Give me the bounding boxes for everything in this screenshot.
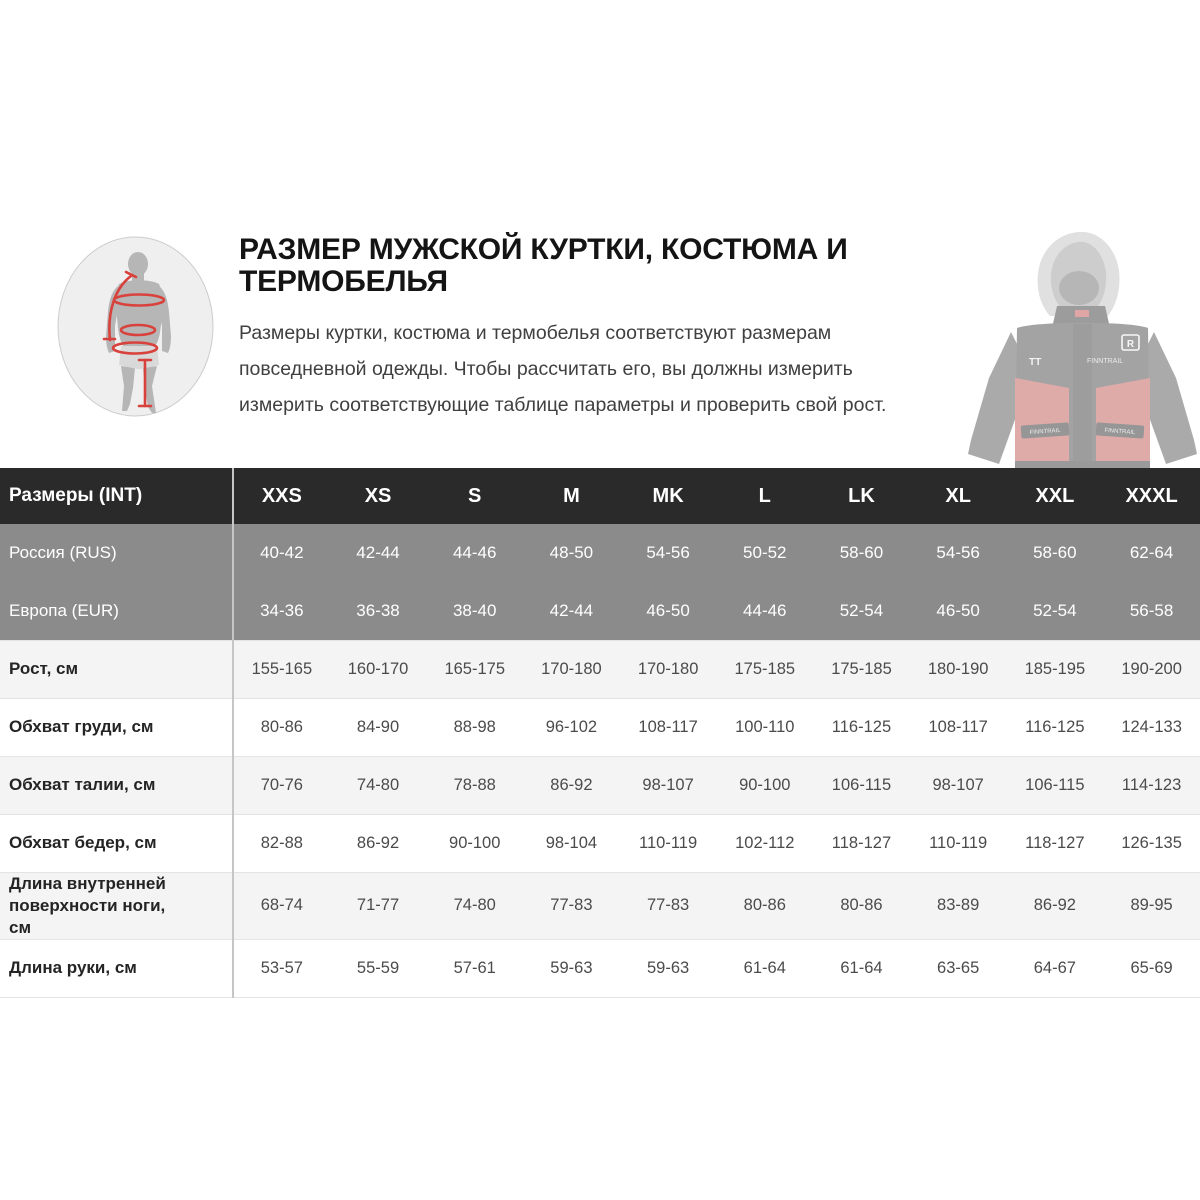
- size-value-cell: 52-54: [1007, 582, 1104, 640]
- size-value-cell: 84-90: [330, 698, 427, 756]
- region-row: [0, 582, 1200, 640]
- size-value-cell: 58-60: [813, 524, 910, 582]
- size-value-cell: 118-127: [813, 814, 910, 872]
- svg-text:FINNTRAIL: FINNTRAIL: [1087, 358, 1124, 365]
- size-value-cell: 108-117: [910, 698, 1007, 756]
- svg-text:TT: TT: [1029, 357, 1042, 368]
- svg-text:FINNTRAIL: FINNTRAIL: [1104, 427, 1136, 437]
- size-value-cell: 165-175: [426, 640, 523, 698]
- size-column-xxs: XXS: [233, 468, 330, 524]
- size-value-cell: 34-36: [233, 582, 330, 640]
- size-value-cell: 116-125: [813, 698, 910, 756]
- size-table-header-row: [0, 468, 1200, 524]
- size-column-lk: LK: [813, 468, 910, 524]
- size-value-cell: 68-74: [233, 872, 330, 939]
- size-value-cell: 90-100: [716, 756, 813, 814]
- page-title: РАЗМЕР МУЖСКОЙ КУРТКИ, КОСТЮМА И ТЕРМОБЕЛЬЯ: [239, 233, 848, 298]
- size-value-cell: 38-40: [426, 582, 523, 640]
- size-value-cell: 80-86: [813, 872, 910, 939]
- size-value-cell: 46-50: [910, 582, 1007, 640]
- intro-section: [0, 228, 1200, 470]
- size-value-cell: 80-86: [233, 698, 330, 756]
- size-value-cell: 88-98: [426, 698, 523, 756]
- size-value-cell: 90-100: [426, 814, 523, 872]
- size-value-cell: 124-133: [1103, 698, 1200, 756]
- svg-text:FINNTRAIL: FINNTRAIL: [1029, 427, 1061, 437]
- size-column-xxl: XXL: [1007, 468, 1104, 524]
- size-column-xs: XS: [330, 468, 427, 524]
- size-value-cell: 53-57: [233, 939, 330, 997]
- measure-row: [0, 698, 1200, 756]
- size-value-cell: 175-185: [813, 640, 910, 698]
- size-value-cell: 59-63: [523, 939, 620, 997]
- size-value-cell: 86-92: [330, 814, 427, 872]
- size-table-head: [0, 468, 1200, 524]
- row-label: Рост, см: [0, 640, 233, 698]
- size-value-cell: 56-58: [1103, 582, 1200, 640]
- size-value-cell: 44-46: [716, 582, 813, 640]
- size-value-cell: 48-50: [523, 524, 620, 582]
- size-value-cell: 64-67: [1007, 939, 1104, 997]
- size-value-cell: 44-46: [426, 524, 523, 582]
- row-label: Длина руки, см: [0, 939, 233, 997]
- size-value-cell: 71-77: [330, 872, 427, 939]
- jacket-image-svg: [965, 228, 1200, 470]
- row-label: Обхват талии, см: [0, 756, 233, 814]
- size-value-cell: 52-54: [813, 582, 910, 640]
- size-table: [0, 468, 1200, 998]
- size-column-l: L: [716, 468, 813, 524]
- size-value-cell: 126-135: [1103, 814, 1200, 872]
- size-value-cell: 160-170: [330, 640, 427, 698]
- size-value-cell: 74-80: [426, 872, 523, 939]
- size-value-cell: 180-190: [910, 640, 1007, 698]
- size-value-cell: 175-185: [716, 640, 813, 698]
- size-column-m: M: [523, 468, 620, 524]
- size-value-cell: 59-63: [620, 939, 717, 997]
- size-value-cell: 77-83: [523, 872, 620, 939]
- size-value-cell: 86-92: [1007, 872, 1104, 939]
- size-value-cell: 98-107: [620, 756, 717, 814]
- size-value-cell: 106-115: [1007, 756, 1104, 814]
- size-table-body: [0, 524, 1200, 997]
- row-label: Европа (EUR): [0, 582, 233, 640]
- size-value-cell: 170-180: [523, 640, 620, 698]
- size-value-cell: 100-110: [716, 698, 813, 756]
- size-value-cell: 63-65: [910, 939, 1007, 997]
- size-column-mk: MK: [620, 468, 717, 524]
- size-value-cell: 40-42: [233, 524, 330, 582]
- size-value-cell: 57-61: [426, 939, 523, 997]
- size-value-cell: 114-123: [1103, 756, 1200, 814]
- table-corner-label: Размеры (INT): [0, 468, 233, 524]
- size-value-cell: 36-38: [330, 582, 427, 640]
- size-value-cell: 108-117: [620, 698, 717, 756]
- size-column-xl: XL: [910, 468, 1007, 524]
- size-value-cell: 70-76: [233, 756, 330, 814]
- size-value-cell: 80-86: [716, 872, 813, 939]
- size-value-cell: 54-56: [910, 524, 1007, 582]
- size-value-cell: 62-64: [1103, 524, 1200, 582]
- body-measurement-icon-svg: [57, 236, 214, 417]
- page-description: Размеры куртки, костюма и термобелья соответствуют размерам повседневной одежды. Чтобы рассчитать его, вы должны измерить измерить соответствующие таблице параметры и проверить свой рост.: [239, 322, 887, 416]
- size-value-cell: 185-195: [1007, 640, 1104, 698]
- size-value-cell: 42-44: [523, 582, 620, 640]
- size-value-cell: 55-59: [330, 939, 427, 997]
- size-value-cell: 96-102: [523, 698, 620, 756]
- size-value-cell: 155-165: [233, 640, 330, 698]
- size-value-cell: 110-119: [910, 814, 1007, 872]
- size-value-cell: 98-107: [910, 756, 1007, 814]
- row-label: Обхват бедер, см: [0, 814, 233, 872]
- size-column-xxxl: XXXL: [1103, 468, 1200, 524]
- size-value-cell: 77-83: [620, 872, 717, 939]
- size-value-cell: 46-50: [620, 582, 717, 640]
- size-value-cell: 54-56: [620, 524, 717, 582]
- row-label: Россия (RUS): [0, 524, 233, 582]
- size-value-cell: 82-88: [233, 814, 330, 872]
- measure-row: [0, 939, 1200, 997]
- body-measurement-icon: [57, 236, 214, 417]
- size-value-cell: 83-89: [910, 872, 1007, 939]
- measure-row: [0, 640, 1200, 698]
- size-value-cell: 118-127: [1007, 814, 1104, 872]
- size-value-cell: 190-200: [1103, 640, 1200, 698]
- size-value-cell: 42-44: [330, 524, 427, 582]
- measure-row: [0, 814, 1200, 872]
- svg-text:R: R: [1126, 339, 1135, 350]
- size-value-cell: 74-80: [330, 756, 427, 814]
- size-value-cell: 50-52: [716, 524, 813, 582]
- size-value-cell: 89-95: [1103, 872, 1200, 939]
- size-value-cell: 116-125: [1007, 698, 1104, 756]
- region-row: [0, 524, 1200, 582]
- intro-text-block: [239, 234, 907, 423]
- mens-jacket-photo: [965, 228, 1200, 470]
- size-column-s: S: [426, 468, 523, 524]
- measure-row: [0, 872, 1200, 939]
- size-value-cell: 78-88: [426, 756, 523, 814]
- size-value-cell: 98-104: [523, 814, 620, 872]
- size-value-cell: 61-64: [716, 939, 813, 997]
- size-value-cell: 106-115: [813, 756, 910, 814]
- size-value-cell: 61-64: [813, 939, 910, 997]
- size-value-cell: 170-180: [620, 640, 717, 698]
- row-label: Длина внутренней поверхности ноги, см: [0, 872, 233, 939]
- size-value-cell: 86-92: [523, 756, 620, 814]
- measure-row: [0, 756, 1200, 814]
- row-label: Обхват груди, см: [0, 698, 233, 756]
- size-value-cell: 110-119: [620, 814, 717, 872]
- size-value-cell: 65-69: [1103, 939, 1200, 997]
- size-value-cell: 58-60: [1007, 524, 1104, 582]
- size-value-cell: 102-112: [716, 814, 813, 872]
